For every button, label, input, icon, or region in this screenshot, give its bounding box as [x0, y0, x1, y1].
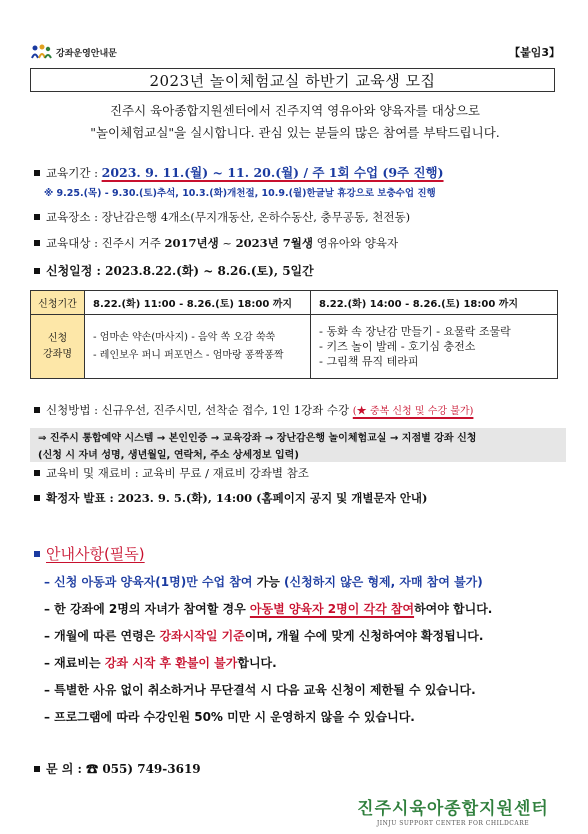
method-warning: (★ 중복 신청 및 수강 불가): [352, 406, 474, 417]
document-title: 2023년 놀이체험교실 하반기 교육생 모집: [30, 68, 555, 92]
course-header-line-2: 강좌명: [43, 348, 72, 360]
bullet-icon: [34, 407, 40, 413]
schedule-text: 신청일정 : 2023.8.22.(화) ~ 8.26.(토), 5일간: [46, 264, 314, 278]
logo-text: 강좌운영안내문: [56, 48, 117, 59]
announcement-text: 확정자 발표 : 2023. 9. 5.(화), 14:00 (홈페이지 공지 및 개별문자 안내): [46, 491, 428, 505]
notice-1c: (신청하지 않은 형제, 자매 참여 불가): [279, 575, 483, 589]
notice-3c: 이며, 개월 수에 맞게 신청하여야 확정됩니다.: [244, 629, 484, 643]
notice-2b: 아동별 양육자 2명이 각각 참여: [249, 602, 415, 616]
notice-2a: – 한 강좌에 2명의 자녀가 참여할 경우: [44, 602, 250, 616]
center-name-en: JINJU SUPPORT CENTER FOR CHILDCARE: [376, 820, 530, 827]
intro-paragraph: [30, 100, 560, 144]
notice-line-2: [44, 600, 492, 617]
education-period: [34, 163, 444, 181]
table-row: [31, 291, 558, 315]
courses-cell-b: [311, 315, 558, 379]
application-path-note: [30, 428, 566, 462]
target-suffix: 영유아와 양육자: [313, 236, 399, 250]
intro-line-2: "놀이체험교실"을 실시합니다. 관심 있는 분들의 많은 참여를 부탁드립니다.: [90, 125, 500, 140]
center-logo: [338, 794, 568, 827]
holiday-note: ※ 9.25.(목) - 9.30.(토)추석, 10.3.(화)개천절, 10.9.(월)한글날 휴강으로 보충수업 진행: [44, 188, 436, 199]
attachment-label: 【붙임3】: [509, 46, 560, 59]
period-header-cell: 신청기간: [31, 291, 85, 315]
header-row: [30, 44, 560, 64]
target-bold-1: 2017년생: [164, 236, 219, 250]
bullet-icon: [34, 268, 40, 274]
notice-line-5: – 특별한 사유 없이 취소하거나 무단결석 시 다음 교육 신청이 제한될 수 있습니다.: [44, 683, 476, 697]
notice-3b: 강좌시작일 기준: [159, 629, 245, 643]
course-header-line-1: 신청: [47, 332, 68, 344]
course-line: - 그림책 뮤직 테라피: [319, 355, 419, 368]
bullet-icon: [34, 240, 40, 246]
target-prefix: 교육대상 : 진주시 거주: [46, 236, 165, 250]
target-bold-2: 2023년 7월생: [235, 236, 314, 250]
center-name-ko: 진주시육아종합지원센터: [357, 799, 549, 819]
notice-4a: – 재료비는: [44, 656, 105, 670]
course-line: - 레인보우 퍼니 퍼포먼스 - 엄마랑 퐁짝퐁짝: [93, 349, 284, 361]
education-target: [34, 235, 398, 251]
course-line: - 동화 속 장난감 만들기 - 요물락 조물락: [319, 325, 511, 338]
education-place: [34, 209, 410, 225]
target-mid: ~: [218, 236, 236, 250]
period-cell-2: 8.22.(화) 14:00 - 8.26.(토) 18:00 까지: [311, 291, 558, 315]
course-header-cell: [31, 315, 85, 379]
contact-info: [34, 760, 201, 777]
application-method: [34, 402, 473, 418]
bullet-icon: [34, 214, 40, 220]
notice-line-4: [44, 654, 277, 671]
method-text: 신청방법 : 신규우선, 진주시민, 선착순 접수, 1인 1강좌 수강: [46, 403, 350, 417]
program-logo: [30, 44, 117, 60]
bullet-icon: [34, 170, 40, 176]
courses-cell-a: [85, 315, 311, 379]
contact-text: 문 의 : ☎ 055) 749-3619: [46, 762, 201, 776]
bullet-icon: [34, 551, 40, 557]
notice-line-6: – 프로그램에 따라 수강인원 50% 미만 시 운영하지 않을 수 있습니다.: [44, 710, 415, 724]
notice-heading: [34, 543, 145, 564]
notice-1a: – 신청 아동과 양육자(1명)만 수업 참여: [44, 575, 257, 589]
table-row: [31, 315, 558, 379]
intro-line-1: 진주시 육아종합지원센터에서 진주지역 영유아와 양육자를 대상으로: [109, 103, 481, 118]
period-value: 2023. 9. 11.(월) ~ 11. 20.(월) / 주 1회 수업 (9주 진행): [101, 165, 444, 180]
course-line: - 키즈 놀이 발레 - 호기심 충전소: [319, 340, 476, 353]
bullet-icon: [34, 495, 40, 501]
course-line: - 엄마손 약손(마사지) - 음악 쏙 오감 쑥쑥: [93, 331, 276, 343]
input-note: (신청 시 자녀 성명, 생년월일, 연락처, 주소 상세정보 입력): [30, 445, 566, 462]
period-label: 교육기간 :: [46, 166, 102, 180]
application-path: ⇒ 진주시 통합예약 시스템 → 본인인증 → 교육강좌 → 장난감은행 놀이체험교실 → 지점별 강좌 신청: [30, 428, 566, 445]
notice-1b: 가능: [256, 575, 280, 589]
notice-heading-text: 안내사항(필독): [46, 545, 145, 563]
notice-line-3: [44, 627, 483, 644]
place-text: 교육장소 : 장난감은행 4개소(무지개동산, 온하수동산, 충무공동, 천전동): [46, 210, 411, 224]
notice-2c: 하여야 합니다.: [414, 602, 493, 616]
fee-text: 교육비 및 재료비 : 교육비 무료 / 재료비 강좌별 참조: [46, 466, 309, 480]
schedule-table: [30, 290, 558, 379]
children-logo-icon: [30, 44, 52, 60]
notice-line-1: [44, 573, 483, 590]
notice-4b: 강좌 시작 후 환불이 불가: [104, 656, 238, 670]
notice-3a: – 개월에 따른 연령은: [44, 629, 160, 643]
bullet-icon: [34, 470, 40, 476]
application-schedule: [34, 262, 314, 279]
period-cell-1: 8.22.(화) 11:00 - 8.26.(토) 18:00 까지: [85, 291, 311, 315]
announcement-item: [34, 490, 427, 506]
notice-4c: 합니다.: [237, 656, 277, 670]
bullet-icon: [34, 766, 40, 772]
fee-item: [34, 465, 309, 481]
